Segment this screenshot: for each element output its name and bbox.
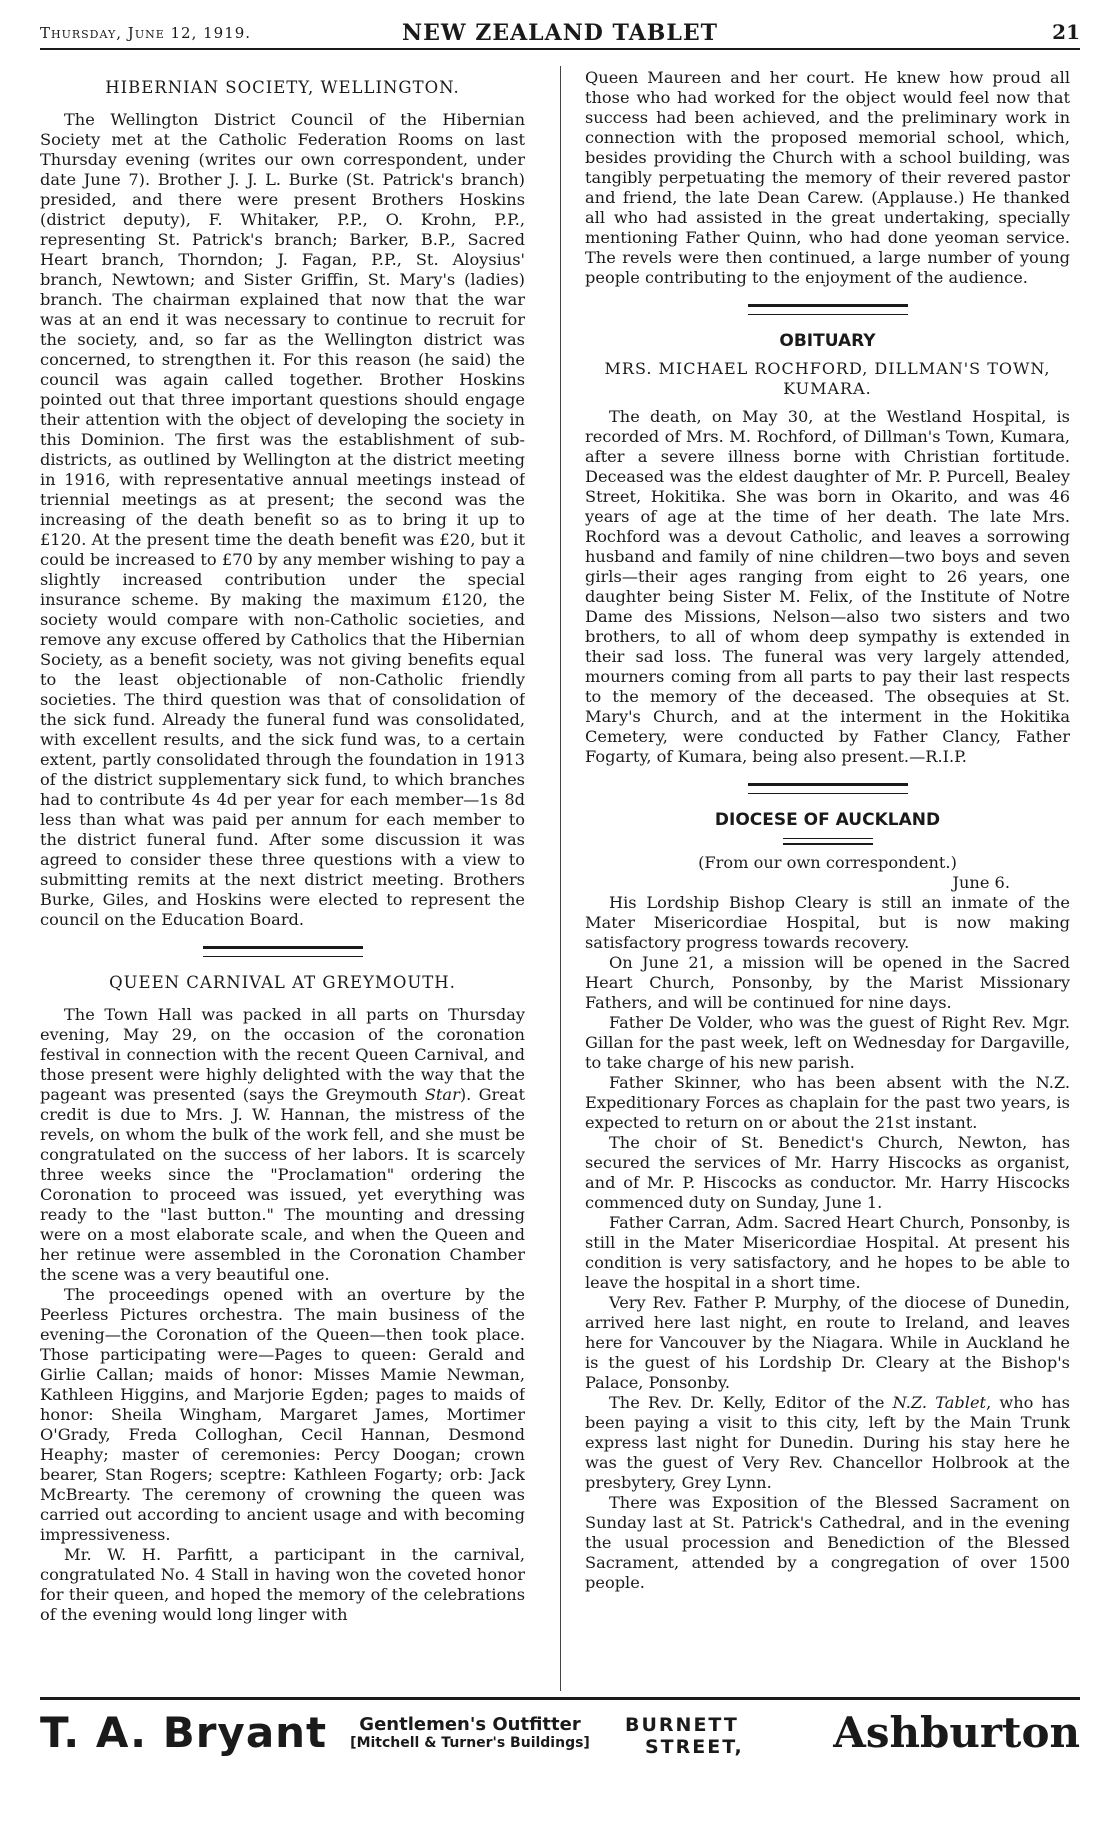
right-column xyxy=(585,68,1070,1593)
page-number: 21 xyxy=(1052,20,1080,44)
correspondent-line: (From our own correspondent.) xyxy=(698,853,957,872)
hibernian-paragraph: The Wellington District Council of the Hibernian Society met at the Catholic Federation Rooms on last Thursday evening (writes our own correspondent, under date June 7). Brother J. J. L. Burke (St. Patrick's branch) presided, and there were present Brothers Hoskins (district deputy), F. Whitaker, P.P., O. Krohn, P.P., representing St. Patrick's branch; Barker, B.P., Sacred Heart branch, Thorndon; J. Fagan, P.P., St. Aloysius' branch, Newtown; and Sister Griffin, St. Mary's (ladies) branch. The chairman explained that now that the war was at an end it was necessary to continue to recruit for the society, and, so far as the Wellington district was concerned, to strengthen it. For this reason (he said) the council was again called together. Brother Hoskins pointed out that three important questions should engage their attention with the object of developing the society in this Dominion. The first was the establishment of sub-districts, as outlined by Wellington at the district meeting in 1916, with representative annual meetings instead of triennial meetings as at present; the second was the increasing of the death benefit so as to bring it up to £120. At the present time the death benefit was £20, but it could be increased to £70 by any member wishing to pay a slightly increased contribution under the special insurance scheme. By making the maximum £120, the society would compare with non-Catholic societies, and remove any excuse offered by Catholics that the Hibernian Society, as a benefit society, was not giving benefits equal to the least objectionable of non-Catholic friendly societies. The third question was that of consolidation of the sick fund. Already the funeral fund was consolidated, with excellent results, and the sick fund was, to a certain extent, partly consolidated through the foundation in 1913 of the district supplementary sick fund, to which branches had to contribute 4s 4d per year for each member—1s 8d less than what was paid per annum for each member to the district funeral fund. After some discussion it was agreed to consider these three questions with a view to submitting remits at the next district meeting. Brothers Burke, Giles, and Hoskins were elected to represent the council on the Education Board. xyxy=(40,110,525,929)
carnival-paragraph-1 xyxy=(40,1005,525,1285)
street-line-2: STREET, xyxy=(645,1736,744,1758)
auckland-text: , who has been paying a visit to this city, left by the Main Trunk express last night for Dunedin. During his stay here he was the guest of Very Rev. Chancellor Holbrook at the presbytery, Grey Lynn. xyxy=(585,1393,1070,1492)
advertiser-name: T. A. Bryant xyxy=(40,1708,328,1757)
newspaper-title: NEW ZEALAND TABLET xyxy=(402,20,718,46)
auckland-paragraph: Father Skinner, who has been absent with the N.Z. Expeditionary Forces as chaplain for the past two years, is expected to return on or about the 21st instant. xyxy=(585,1073,1070,1132)
carnival-text: The Town Hall was packed in all parts on Thursday evening, May 29, on the occasion of the coronation festival in connection with the recent Queen Carnival, and those present were highly delighted with the way that the pageant was presented (says the Greymouth xyxy=(40,1005,525,1104)
auckland-paragraph: Very Rev. Father P. Murphy, of the diocese of Dunedin, arrived here last night, en route to Ireland, and leaves here for Vancouver by the Niagara. While in Auckland he is the guest of his Lordship Dr. Cleary at the Bishop's Palace, Ponsonby. xyxy=(585,1293,1070,1392)
hibernian-heading: HIBERNIAN SOCIETY, WELLINGTON. xyxy=(105,78,460,97)
masthead xyxy=(40,18,1080,50)
advertiser-trade xyxy=(340,1714,600,1751)
trade-label: Gentlemen's Outfitter xyxy=(359,1714,581,1735)
auckland-paragraph: Father Carran, Adm. Sacred Heart Church, Ponsonby, is still in the Mater Misericordiae Hospital. At present his condition is very satisfactory, and he hopes to be able to leave the hospital in a short time. xyxy=(585,1213,1070,1292)
obituary-heading: OBITUARY xyxy=(779,331,876,351)
carnival-paragraph-continued: Queen Maureen and her court. He knew how proud all those who had worked for the object would feel now that success had been achieved, and the preliminary work in connection with the proposed memorial school, which, besides providing the Church with a school building, was tangibly perpetuating the memory of their revered pastor and friend, the late Dean Carew. (Applause.) He thanked all who had assisted in the great undertaking, specially mentioning Father Quinn, who had done yeoman service. The revels were then continued, a large number of young people contributing to the enjoyment of the audience. xyxy=(585,68,1070,287)
small-divider xyxy=(783,838,873,845)
obituary-subheading: MRS. MICHAEL ROCHFORD, DILLMAN'S TOWN, KUMARA. xyxy=(604,359,1051,398)
advertisement xyxy=(40,1708,1080,1768)
auckland-text: The Rev. Dr. Kelly, Editor of the xyxy=(609,1393,893,1412)
auckland-heading: DIOCESE OF AUCKLAND xyxy=(714,810,941,830)
street-line-1: BURNETT xyxy=(625,1714,739,1736)
auckland-paragraph: There was Exposition of the Blessed Sacrament on Sunday last at St. Patrick's Cathedral, and in the evening the usual procession and Benediction of the Blessed Sacrament, attended by a congregation of over 1500 people. xyxy=(585,1493,1070,1592)
auckland-paragraph xyxy=(585,1393,1070,1493)
carnival-text: ). Great credit is due to Mrs. J. W. Hannan, the mistress of the revels, on whom the bulk of the work fell, and she must be congratulated on the success of her labors. It is scarcely three weeks since the "Proclamation" ordering the Coronation to proceed was issued, yet everything was ready to the "last button." The mounting and dressing were on a most elaborate scale, and when the Queen and her retinue were assembled in the Coronation Chamber the scene was a very beautiful one. xyxy=(40,1085,525,1284)
star-newspaper-name: Star xyxy=(424,1085,460,1104)
section-divider xyxy=(748,783,908,794)
advertiser-street xyxy=(625,1714,744,1758)
left-column xyxy=(40,68,525,1833)
section-divider xyxy=(203,946,363,957)
carnival-heading: QUEEN CARNIVAL AT GREYMOUTH. xyxy=(109,973,456,992)
issue-date: Thursday, June 12, 1919. xyxy=(40,24,252,42)
auckland-paragraph: His Lordship Bishop Cleary is still an inmate of the Mater Misericordiae Hospital, but is now making satisfactory progress towards recovery. xyxy=(585,893,1070,952)
auckland-paragraph: Father De Volder, who was the guest of Right Rev. Mgr. Gillan for the past week, left on Wednesday for Dargaville, to take charge of his new parish. xyxy=(585,1013,1070,1072)
column-divider xyxy=(560,66,561,1691)
carnival-paragraph-2: The proceedings opened with an overture by the Peerless Pictures orchestra. The main business of the evening—the Coronation of the Queen—then took place. Those participating were—Pages to queen: Gerald and Girlie Callan; maids of honor: Misses Mamie Newman, Kathleen Higgins, and Marjorie Egden; pages to maids of honor: Sheila Wingham, Margaret James, Mortimer O'Grady, Freda Colloghan, Cecil Hannan, Desmond Heaphy; master of ceremonies: Percy Doogan; crown bearer, Stan Rogers; sceptre: Kathleen Fogarty; orb: Jack McBrearty. The ceremony of crowning the queen was carried out according to ancient usage and with becoming impressiveness. xyxy=(40,1285,525,1544)
obituary-paragraph: The death, on May 30, at the Westland Hospital, is recorded of Mrs. M. Rochford, of Dillman's Town, Kumara, after a severe illness borne with Christian fortitude. Deceased was the eldest daughter of Mr. P. Purcell, Bealey Street, Hokitika. She was born in Okarito, and was 46 years of age at the time of her death. The late Mrs. Rochford was a devout Catholic, and leaves a sorrowing husband and family of nine children—two boys and seven girls—their ages ranging from eight to 26 years, one daughter being Sister M. Felix, of the Institute of Notre Dame des Missions, Nelson—also two sisters and two brothers, to all of whom deep sympathy is extended in their sad loss. The funeral was very largely attended, mourners coming from all parts to pay their last respects to the memory of the deceased. The obsequies at St. Mary's Church, and at the interment in the Hokitika Cemetery, were conducted by Father Clancy, Father Fogarty, of Kumara, being also present.—R.I.P. xyxy=(585,407,1070,766)
advertiser-town: Ashburton xyxy=(833,1708,1080,1757)
building-label: [Mitchell & Turner's Buildings] xyxy=(350,1735,590,1751)
section-divider xyxy=(748,304,908,315)
auckland-paragraph: The choir of St. Benedict's Church, Newton, has secured the services of Mr. Harry Hiscocks as organist, and of Mr. P. Hiscocks as conductor. Mr. Harry Hiscocks commenced duty on Sunday, June 1. xyxy=(585,1133,1070,1212)
dateline: June 6. xyxy=(952,873,1010,892)
carnival-paragraph-3: Mr. W. H. Parfitt, a participant in the carnival, congratulated No. 4 Stall in having won the coveted honor for their queen, and hoped the memory of the celebrations of the evening would long linger with xyxy=(40,1545,525,1624)
auckland-paragraph: On June 21, a mission will be opened in the Sacred Heart Church, Ponsonby, by the Marist Missionary Fathers, and will be continued for nine days. xyxy=(585,953,1070,1012)
footer-rule xyxy=(40,1697,1080,1703)
tablet-name: N.Z. Tablet xyxy=(892,1393,987,1412)
